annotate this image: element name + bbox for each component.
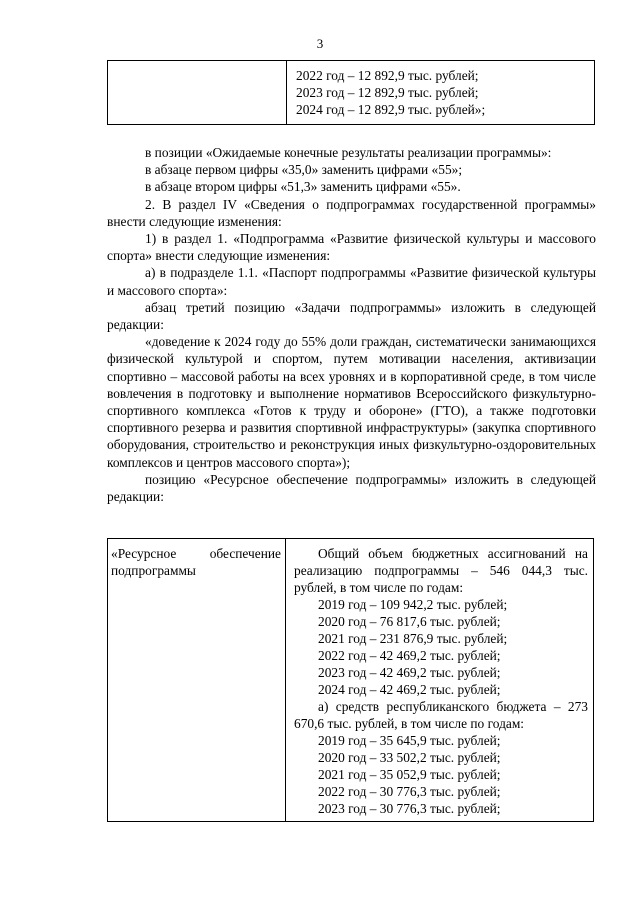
paragraph: позицию «Ресурсное обеспечение подпрограммы» изложить в следующей редакции: — [107, 471, 596, 505]
year-line: 2023 год – 42 469,2 тыс. рублей; — [318, 665, 501, 680]
year-line: 2021 год – 231 876,9 тыс. рублей; — [318, 631, 508, 646]
year-line: 2021 год – 35 052,9 тыс. рублей; — [318, 767, 501, 782]
year-line: 2024 год – 42 469,2 тыс. рублей; — [318, 682, 501, 697]
paragraph: а) в подразделе 1.1. «Паспорт подпрограммы «Развитие физической культуры и массового спорта»: — [107, 265, 596, 298]
paragraph: абзац третий позицию «Задачи подпрограммы» изложить в следующей редакции: — [107, 299, 596, 333]
paragraph: в абзаце втором цифры «51,3» заменить цифрами «55». — [145, 179, 461, 195]
republican-funding-text: а) средств республиканского бюджета – 273 670,6 тыс. рублей, в том числе по годам: — [294, 699, 588, 731]
year-line: 2020 год – 33 502,2 тыс. рублей; — [318, 750, 501, 765]
paragraph: 2. В раздел IV «Сведения о подпрограммах государственной программы» внести следующие изменения: — [107, 196, 596, 229]
paragraph: «доведение к 2024 году до 55% доли граждан, систематически занимающихся физической культурой и спортом, путем мотивации населения, активизации спортивно – массовой работы на всех уровнях и в корпоративной среде, в том числе вовлечения в подготовку и выполнение нормативов Всероссийского физкультурно-спортивного комплекса «Готов к труду и обороне» (ГТО), а также подготовки спортивного резерва и развития спортивной инфраструктуры» (закупка спортивного оборудования, строительство и реконструкция иных физкультурно-оздоровительных комплексов и центров массового спорта»); — [107, 334, 596, 470]
total-funding-text: Общий объем бюджетных ассигнований на реализацию подпрограммы – 546 044,3 тыс. рублей, в том числе по годам: — [294, 546, 588, 595]
top-table-line: 2022 год – 12 892,9 тыс. рублей; — [296, 68, 479, 83]
top-table-line: 2024 год – 12 892,9 тыс. рублей»; — [296, 102, 486, 117]
top-table-label-cell — [108, 61, 287, 125]
top-table — [107, 60, 595, 125]
year-line: 2022 год – 42 469,2 тыс. рублей; — [318, 648, 501, 663]
top-table-line: 2023 год – 12 892,9 тыс. рублей; — [296, 85, 479, 100]
document-body — [107, 144, 596, 505]
paragraph: в абзаце первом цифры «35,0» заменить цифрами «55»; — [145, 162, 463, 178]
page-number: 3 — [316, 36, 324, 51]
resource-table — [107, 538, 594, 822]
paragraph: в позиции «Ожидаемые конечные результаты реализации программы»: — [145, 145, 552, 160]
year-line: 2019 год – 35 645,9 тыс. рублей; — [318, 733, 501, 748]
resource-table-label: «Ресурсное обеспечение подпрограммы — [108, 539, 286, 822]
year-line: 2023 год – 30 776,3 тыс. рублей; — [318, 801, 501, 816]
top-table-value-cell — [287, 61, 595, 125]
year-line: 2019 год – 109 942,2 тыс. рублей; — [318, 597, 508, 612]
year-line: 2020 год – 76 817,6 тыс. рублей; — [318, 614, 501, 629]
paragraph: 1) в раздел 1. «Подпрограмма «Развитие физической культуры и массового спорта» внести следующие изменения: — [107, 231, 596, 264]
resource-table-values — [286, 539, 594, 822]
year-line: 2022 год – 30 776,3 тыс. рублей; — [318, 784, 501, 799]
